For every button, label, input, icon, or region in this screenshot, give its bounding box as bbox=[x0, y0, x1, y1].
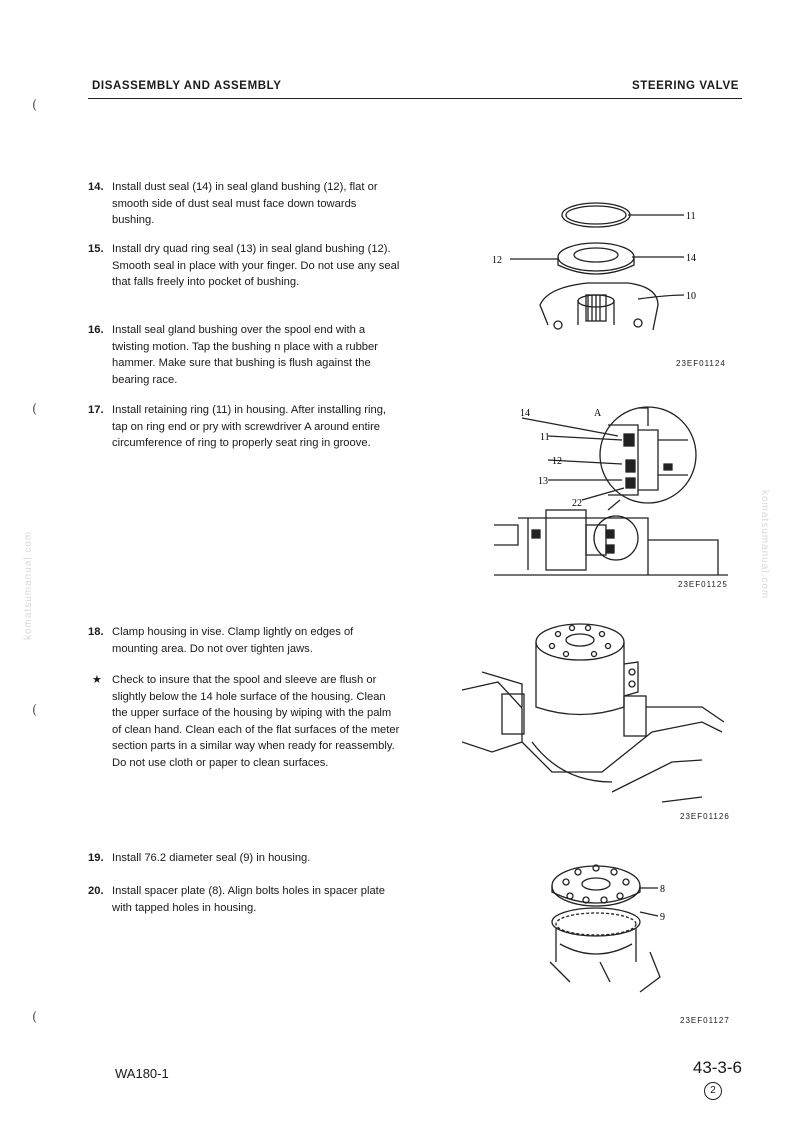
step-number: 14. bbox=[88, 181, 104, 193]
figure-code: 23EF01124 bbox=[676, 359, 726, 368]
callout-13: 13 bbox=[538, 476, 548, 487]
seal-stack-illustration bbox=[488, 195, 738, 355]
section-title: DISASSEMBLY AND ASSEMBLY bbox=[92, 80, 282, 92]
housing-in-vise-illustration bbox=[462, 612, 742, 812]
binder-punch-mark: ( bbox=[32, 703, 38, 718]
figure-code: 23EF01127 bbox=[680, 1016, 730, 1025]
page-number: 43-3-6 bbox=[692, 1058, 742, 1077]
figure-retaining-ring bbox=[488, 400, 738, 589]
step-text: Install 76.2 diameter seal (9) in housing. bbox=[112, 852, 311, 864]
figure-spacer-plate bbox=[540, 852, 740, 1025]
watermark-left: komatsumanual.com bbox=[23, 530, 34, 640]
step-20 bbox=[88, 883, 400, 916]
figure-housing-in-vise bbox=[462, 612, 742, 821]
figure-seal-stack bbox=[488, 195, 738, 368]
figure-code: 23EF01125 bbox=[678, 580, 728, 589]
machine-model: WA180-1 bbox=[115, 1066, 169, 1081]
note-text: Check to insure that the spool and sleeve are flush or slightly below the 14 hole surface of the housing. Clean the upper surface of the housing by wiping with the palm of clean hand. Clean each of the flat surfaces of the meter section parts in a similar way when ready for reassembly. Do not use cloth or paper to clean surfaces. bbox=[112, 674, 400, 769]
step-18 bbox=[88, 624, 400, 657]
callout-12: 12 bbox=[552, 456, 562, 467]
callout-9: 9 bbox=[660, 912, 665, 923]
spacer-plate-illustration bbox=[540, 852, 740, 1002]
step-19 bbox=[88, 850, 400, 867]
callout-11: 11 bbox=[540, 432, 550, 443]
callout-22: 22 bbox=[572, 498, 582, 509]
step-15 bbox=[88, 241, 400, 291]
retaining-ring-section bbox=[488, 400, 738, 582]
figure-code: 23EF01126 bbox=[680, 812, 730, 821]
callout-8: 8 bbox=[660, 884, 665, 895]
callout-14: 14 bbox=[520, 408, 530, 419]
step-number: 20. bbox=[88, 885, 104, 897]
step-16 bbox=[88, 322, 400, 388]
component-title: STEERING VALVE bbox=[631, 80, 739, 92]
step-number: 16. bbox=[88, 324, 104, 336]
callout-14: 14 bbox=[686, 253, 696, 264]
callout-10: 10 bbox=[686, 291, 696, 302]
step-subtext: Smooth seal in place with your finger. Do not use any seal that falls freely into pocket of bushing. bbox=[112, 259, 400, 288]
step-number: 18. bbox=[88, 626, 104, 638]
binder-punch-mark: ( bbox=[32, 98, 38, 113]
binder-punch-mark: ( bbox=[32, 1010, 38, 1025]
step-text: Install seal gland bushing over the spool end with a twisting motion. Tap the bushing n place with a rubber hammer. Make sure that bushing is flush against the bearing race. bbox=[112, 324, 378, 386]
watermark-right: komatsumanual.com bbox=[759, 490, 770, 600]
step-number: 15. bbox=[88, 243, 104, 255]
header-rule bbox=[88, 98, 742, 99]
note-check bbox=[92, 672, 400, 771]
step-text: Install dry quad ring seal (13) in seal gland bushing (12). bbox=[112, 243, 391, 255]
callout-A: A bbox=[594, 408, 602, 419]
step-text: Install spacer plate (8). Align bolts holes in spacer plate with tapped holes in housing. bbox=[112, 885, 386, 914]
revision-badge: 2 bbox=[704, 1082, 722, 1100]
callout-11: 11 bbox=[686, 211, 696, 222]
step-text: Install dust seal (14) in seal gland bushing (12), flat or smooth side of dust seal must face down towards bushing. bbox=[112, 181, 378, 226]
step-text: Install retaining ring (11) in housing. After installing ring, tap on ring end or pry with screwdriver A around entire circumference of ring to properly seat ring in groove. bbox=[112, 404, 387, 449]
step-14 bbox=[88, 179, 400, 229]
star-icon: ★ bbox=[92, 674, 103, 686]
step-text: Clamp housing in vise. Clamp lightly on edges of mounting area. Do not over tighten jaws. bbox=[112, 626, 354, 655]
step-number: 19. bbox=[88, 852, 104, 864]
callout-12: 12 bbox=[492, 255, 502, 266]
step-number: 17. bbox=[88, 404, 104, 416]
step-17 bbox=[88, 402, 400, 452]
binder-punch-mark: ( bbox=[32, 402, 38, 417]
